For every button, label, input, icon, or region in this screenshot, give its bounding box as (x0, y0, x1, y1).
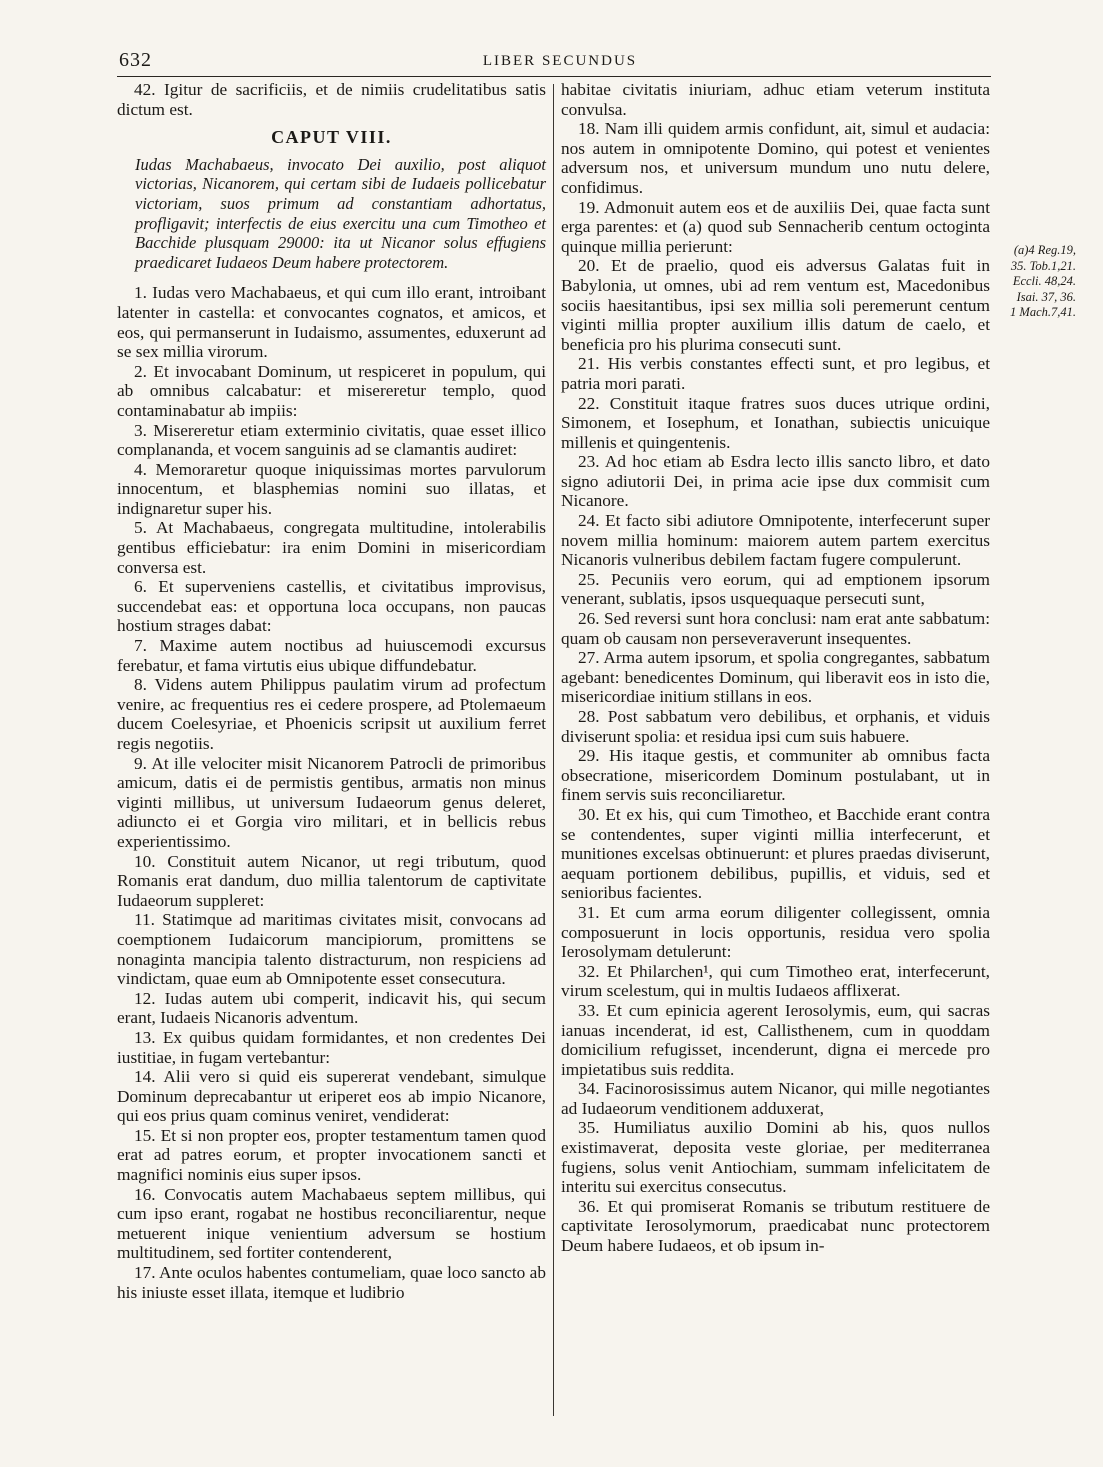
marginal-notes (996, 243, 1076, 321)
verse: 24. Et facto sibi adiutore Omnipotente, interfecerunt super novem millia hominum: maiorem autem partem exercitus Nicanoris vulneribus debilem factam fugere compulerunt. (561, 511, 990, 570)
right-column (561, 80, 990, 1256)
verse: 29. His itaque gestis, et communiter ab omnibus facta obsecratione, misericordem Dominum postulabant, ut in finem servis suis reconciliaretur. (561, 746, 990, 805)
verse: 32. Et Philarchen¹, qui cum Timotheo erat, interfecerunt, virum scelestum, qui in multis Iudaeos afflixerat. (561, 961, 990, 1001)
verse: 8. Videns autem Philippus paulatim virum ad profectum venire, ac frequentius res ei cedere prospere, ad Ptolemaeum ducem Coelesyriae, et Phoenicis scripsit ut auxilium ferret regis negotiis. (117, 675, 546, 753)
verse: 21. His verbis constantes effecti sunt, et pro legibus, et patria mori parati. (561, 354, 990, 393)
verse: 9. At ille velociter misit Nicanorem Patrocli de primoribus amicum, datis ei de permistis gentibus, armatis non minus viginti millibus, ut universum Iudaeorum genus deleret, adiuncto ei et Gorgia viro militari, et in bellicis rebus experientissimo. (117, 753, 546, 851)
verse: 7. Maxime autem noctibus ad huiuscemodi excursus ferebatur, et fama virtutis eius ubique diffundebatur. (117, 636, 546, 675)
running-title: LIBER SECUNDUS (482, 53, 638, 69)
header-rule (117, 76, 991, 77)
column-divider (553, 84, 554, 1416)
verse: 4. Memoraretur quoque iniquissimas mortes parvulorum innocentum, et blasphemias nomini suo illatas, et indignaretur super his. (117, 459, 546, 518)
chapter-summary: Iudas Machabaeus, invocato Dei auxilio, post aliquot victorias, Nicanorem, qui certam sibi de Iudaeis pollicebatur victoriam, suos primum ad constantiam adhortatus, profligavit; interfectis de eius exercitu una cum Timotheo et Bacchide plusquam 29000: ita ut Nicanor solus effugiens praedicaret Iudaeos Deum habere protectorem. (135, 154, 546, 272)
verse: 16. Convocatis autem Machabaeus septem millibus, qui cum ipso erant, rogabat ne hostibus reconciliarentur, neque metuerent inique venientium adversum se hostium multitudinem, sed fortiter contenderent, (117, 1184, 546, 1263)
verse: 13. Ex quibus quidam formidantes, et non credentes Dei iustitiae, in fugam vertebantur: (117, 1027, 546, 1067)
verse: 11. Statimque ad maritimas civitates misit, convocans ad coemptionem Iudaicorum mancipiorum, promittens se nonaginta mancipia talento distracturum, non respiciens ad vindictam, quae eum ab Omnipotente esset consecutura. (117, 910, 546, 989)
verse: 20. Et de praelio, quod eis adversus Galatas fuit in Babylonia, ut omnes, ubi ad rem ventum est, Macedonibus sociis haesitantibus, ipsi sex millia soli peremerunt centum viginti millia propter auxilium illis datum de caelo, et beneficia pro his plurima consecuti sunt. (561, 256, 990, 354)
verse: 28. Post sabbatum vero debilibus, et orphanis, et viduis diviserunt spolia: et residua ipsi cum suis habuere. (561, 707, 990, 746)
verse: 23. Ad hoc etiam ab Esdra lecto illis sancto libro, et dato signo adiutorii Dei, in prima acie ipse dux commisit cum Nicanore. (561, 452, 990, 511)
left-column (117, 80, 546, 1302)
verse-42: 42. Igitur de sacrificiis, et de nimiis crudelitatibus satis dictum est. (117, 80, 546, 119)
verse: 15. Et si non propter eos, propter testamentum tamen quod erat ad patres eorum, et propter invocationem sancti et magnifici nominis eius super ipsos. (117, 1125, 546, 1185)
page-number: 632 (119, 49, 152, 71)
verse: 12. Iudas autem ubi comperit, indicavit his, qui secum erant, Iudaeis Nicanoris adventum. (117, 988, 546, 1028)
verse: 14. Alii vero si quid eis supererat vendebant, simulque Dominum deprecabantur ut eriperet eos ab impio Nicanore, qui eos prius quam cominus veniret, vendiderat: (117, 1067, 546, 1126)
marginal-note: 35. Tob.1,21. (1010, 258, 1076, 273)
verse: 30. Et ex his, qui cum Timotheo, et Bacchide erant contra se contendentes, super viginti millia interfecerunt, et munitiones excelsas obtinuerunt: et plures praedas diviserunt, aequam portionem debilibus, pupillis, et viduis, sed et senioribus facientes. (561, 804, 990, 903)
verse: 19. Admonuit autem eos et de auxiliis Dei, quae facta sunt erga parentes: et (a) quod sub Sennacherib centum octoginta quinque millia perierunt: (561, 197, 990, 256)
verse: 2. Et invocabant Dominum, ut respiceret in populum, qui ab omnibus calcabatur: et misereretur templo, quod contaminabatur ab impiis: (117, 361, 546, 420)
verse: 6. Et superveniens castellis, et civitatibus improvisus, succendebat eas: et opportuna loca occupans, non paucas hostium strages dabat: (117, 577, 546, 636)
verse: 26. Sed reversi sunt hora conclusi: nam erat ante sabbatum: quam ob causam non perseveraverunt insequentes. (561, 609, 990, 648)
verse: 33. Et cum epinicia agerent Ierosolymis, eum, qui sacras ianuas incenderat, id est, Callisthenem, cum in quoddam domicilium refugisset, incenderunt, digna ei mercede pro impietatibus suis reddita. (561, 1000, 990, 1079)
verse-continuation: habitae civitatis iniuriam, adhuc etiam veterum instituta convulsa. (561, 80, 990, 119)
verse: 31. Et cum arma eorum diligenter collegissent, omnia composuerunt in locis opportunis, residua vero spolia Ierosolymam detulerunt: (561, 902, 990, 962)
verse: 5. At Machabaeus, congregata multitudine, intolerabilis gentibus efficiebatur: ira enim Domini in misericordiam conversa est. (117, 518, 546, 577)
verse: 36. Et qui promiserat Romanis se tributum restituere de captivitate Ierosolymorum, praedicabat nunc protectorem Deum habere Iudaeos, et ob ipsum in- (561, 1196, 990, 1256)
verse: 34. Facinorosissimus autem Nicanor, qui mille negotiantes ad Iudaeorum venditionem adduxerat, (561, 1079, 990, 1118)
verse: 1. Iudas vero Machabaeus, et qui cum illo erant, introibant latenter in castella: et convocantes cognatos, et amicos, et eos, qui permanserunt in Iudaismo, assumentes, eduxerunt ad se sex millia virorum. (117, 283, 546, 362)
verse: 25. Pecuniis vero eorum, qui ad emptionem ipsorum venerant, sublatis, ipsos usquequaque persecuti sunt, (561, 569, 990, 609)
verse: 17. Ante oculos habentes contumeliam, quae loco sancto ab his iniuste esset illata, itemque et ludibrio (117, 1263, 546, 1302)
verse: 3. Misereretur etiam exterminio civitatis, quae esset illico complananda, et vocem sanguinis ad se clamantis audiret: (117, 420, 546, 460)
marginal-note: 1 Mach.7,41. (1010, 305, 1076, 319)
verse: 27. Arma autem ipsorum, et spolia congregantes, sabbatum agebant: benedicentes Dominum, qui liberavit eos in isto die, misericordiae initium stillans in eos. (561, 648, 990, 707)
verse: 35. Humiliatus auxilio Domini ab his, quos nullos existimaverat, deposita veste gloriae, per mediterranea fugiens, solus venit Antiochiam, summam infelicitatem de interitu sui exercitus consecutus. (561, 1118, 990, 1197)
chapter-title: CAPUT VIII. (271, 127, 392, 148)
marginal-note: Eccli. 48,24. (1012, 274, 1076, 288)
verse: 22. Constituit itaque fratres suos duces utrique ordini, Simonem, et Iosephum, et Ionathan, subiectis unicuique millenis et quingentenis. (561, 393, 990, 452)
marginal-note: Isai. 37, 36. (1016, 289, 1076, 304)
verse: 10. Constituit autem Nicanor, ut regi tributum, quod Romanis erat dandum, duo millia talentorum de captivitate Iudaeorum suppleret: (117, 851, 546, 910)
marginal-note: (a)4 Reg.19, (1013, 243, 1076, 257)
verse: 18. Nam illi quidem armis confidunt, ait, simul et audacia: nos autem in omnipotente Domino, qui potest et venientes adversum nos, et universum mundum uno nutu delere, confidimus. (561, 119, 990, 197)
